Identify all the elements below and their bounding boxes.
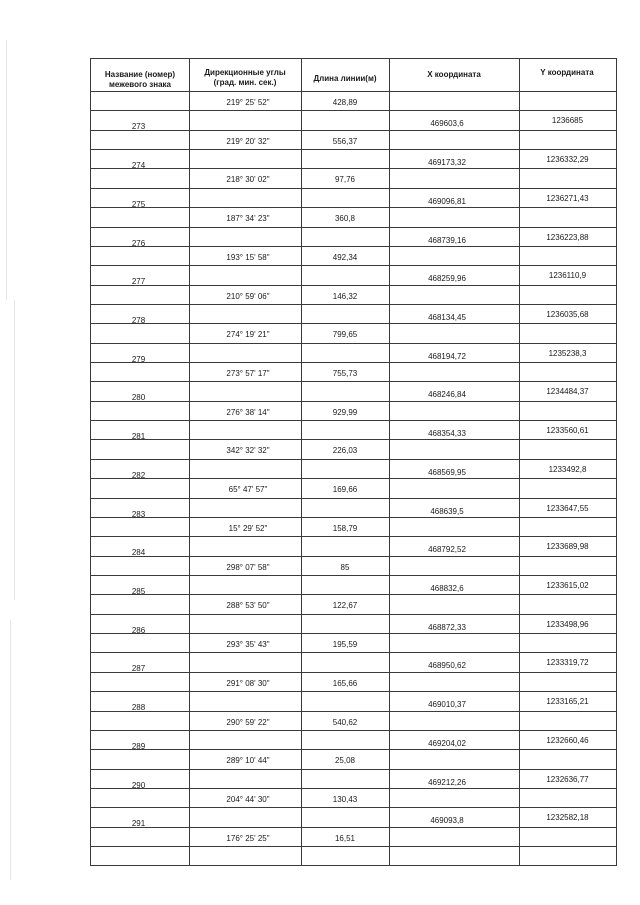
segment-angle: 15° 29' 52" <box>228 523 268 533</box>
header-angle-line-2: (град. мин. сек.) <box>213 78 277 87</box>
segment-length: 122,67 <box>332 601 358 611</box>
segment-angle: 276° 38' 14" <box>226 407 270 417</box>
segment-length: 169,66 <box>332 485 358 495</box>
column-border <box>519 58 520 865</box>
row-border <box>189 827 389 828</box>
row-border <box>189 730 389 731</box>
header-line-length: Длина линии(м) <box>313 74 377 83</box>
row-border <box>189 130 389 131</box>
row-border <box>389 420 617 421</box>
point-y-coordinate: 1233492,8 <box>548 464 587 474</box>
row-border <box>389 110 617 111</box>
row-border <box>189 304 389 305</box>
row-border <box>189 498 389 499</box>
row-border <box>189 594 389 595</box>
scan-artifact <box>10 620 11 880</box>
point-x-coordinate: 468739,16 <box>428 235 466 245</box>
row-border <box>189 343 389 344</box>
row-border <box>90 807 189 808</box>
row-border <box>90 91 617 92</box>
row-border <box>90 846 189 847</box>
segment-length: 556,37 <box>332 136 358 146</box>
point-y-coordinate: 1233689,98 <box>546 542 589 552</box>
row-border <box>189 207 389 208</box>
point-x-coordinate: 469212,26 <box>428 777 466 787</box>
point-x-coordinate: 469173,32 <box>428 158 466 168</box>
row-border <box>90 343 189 344</box>
point-name: 289 <box>131 741 146 751</box>
scan-artifact <box>14 300 15 600</box>
point-name: 288 <box>131 703 146 713</box>
segment-length: 165,66 <box>332 678 358 688</box>
segment-angle: 290° 59' 22" <box>226 717 270 727</box>
row-border <box>189 575 389 576</box>
segment-angle: 298° 07' 58" <box>226 562 270 572</box>
point-name: 283 <box>131 509 146 519</box>
row-border <box>389 285 617 286</box>
row-border <box>189 168 389 169</box>
row-border <box>189 846 389 847</box>
row-border <box>189 633 389 634</box>
row-border <box>189 865 389 866</box>
point-x-coordinate: 469093,8 <box>430 816 464 826</box>
segment-length: 195,59 <box>332 640 358 650</box>
segment-length: 16,51 <box>334 833 356 843</box>
point-name: 274 <box>131 161 146 171</box>
point-name: 284 <box>131 548 146 558</box>
row-border <box>90 149 189 150</box>
point-name: 287 <box>131 664 146 674</box>
row-border <box>90 58 617 59</box>
row-border <box>189 459 389 460</box>
row-border <box>189 381 389 382</box>
segment-angle: 288° 53' 50" <box>226 601 270 611</box>
segment-length: 158,79 <box>332 523 358 533</box>
row-border <box>389 865 617 866</box>
point-x-coordinate: 468134,45 <box>428 312 466 322</box>
point-y-coordinate: 1236223,88 <box>546 232 589 242</box>
row-border <box>189 691 389 692</box>
row-border <box>389 788 617 789</box>
row-border <box>389 130 617 131</box>
row-border <box>189 769 389 770</box>
point-name: 277 <box>131 277 146 287</box>
row-border <box>389 749 617 750</box>
segment-length: 428,89 <box>332 98 358 107</box>
row-border <box>389 691 617 692</box>
row-border <box>389 672 617 673</box>
segment-length: 540,62 <box>332 717 358 727</box>
row-border <box>389 381 617 382</box>
point-y-coordinate: 1235238,3 <box>548 348 587 358</box>
row-border <box>389 517 617 518</box>
segment-angle: 187° 34' 23" <box>226 214 270 224</box>
row-border <box>90 691 189 692</box>
row-border <box>389 498 617 499</box>
header-angle-line-1: Дирекционные углы <box>204 68 286 77</box>
row-border <box>189 517 389 518</box>
column-border <box>389 58 390 865</box>
row-border <box>389 459 617 460</box>
point-name: 275 <box>131 199 146 209</box>
segment-angle: 273° 57' 17" <box>226 369 270 379</box>
row-border <box>389 246 617 247</box>
point-y-coordinate: 1233319,72 <box>546 658 589 668</box>
point-y-coordinate: 1233647,55 <box>546 503 589 513</box>
row-border <box>389 594 617 595</box>
point-x-coordinate: 469204,02 <box>428 738 466 748</box>
row-border <box>189 188 389 189</box>
point-name: 290 <box>131 780 146 790</box>
row-border <box>189 788 389 789</box>
row-border <box>389 149 617 150</box>
point-name: 285 <box>131 587 146 596</box>
segment-length: 25,08 <box>334 756 356 766</box>
row-border <box>389 362 617 363</box>
segment-length: 130,43 <box>332 794 358 804</box>
segment-angle: 274° 19' 21" <box>226 330 270 340</box>
point-name: 286 <box>131 625 146 635</box>
row-border <box>389 207 617 208</box>
point-name: 291 <box>131 819 146 829</box>
row-border <box>389 614 617 615</box>
segment-length: 360,8 <box>334 214 356 224</box>
row-border <box>389 556 617 557</box>
segment-length: 85 <box>340 562 350 572</box>
point-x-coordinate: 469603,6 <box>430 119 464 129</box>
row-border <box>90 304 189 305</box>
point-name: 273 <box>131 122 146 132</box>
row-border <box>90 769 189 770</box>
point-x-coordinate: 468194,72 <box>428 351 466 361</box>
row-border <box>389 769 617 770</box>
row-border <box>189 227 389 228</box>
row-border <box>189 556 389 557</box>
row-border <box>189 536 389 537</box>
row-border <box>189 672 389 673</box>
row-border <box>389 730 617 731</box>
segment-angle: 65° 47' 57" <box>228 485 268 495</box>
header-direction-angle <box>190 68 300 88</box>
row-border <box>90 536 189 537</box>
segment-length: 226,03 <box>332 446 358 456</box>
row-border <box>389 188 617 189</box>
header-y-coordinate: Y координата <box>540 68 594 77</box>
row-border <box>189 285 389 286</box>
row-border <box>389 827 617 828</box>
point-y-coordinate: 1236685 <box>551 116 584 126</box>
row-border <box>389 323 617 324</box>
header-marker-name <box>92 70 188 90</box>
row-border <box>189 439 389 440</box>
point-x-coordinate: 469010,37 <box>428 700 466 710</box>
point-y-coordinate: 1233498,96 <box>546 619 589 629</box>
row-border <box>189 614 389 615</box>
segment-angle: 218° 30' 02" <box>226 175 270 185</box>
segment-angle: 210° 59' 06" <box>226 291 270 301</box>
row-border <box>189 652 389 653</box>
row-border <box>389 478 617 479</box>
row-border <box>90 459 189 460</box>
segment-angle: 219° 25' 52" <box>226 98 270 107</box>
scan-artifact <box>6 40 7 300</box>
point-y-coordinate: 1232582,18 <box>546 813 589 823</box>
row-border <box>189 323 389 324</box>
point-x-coordinate: 468872,33 <box>428 622 466 632</box>
row-border <box>189 362 389 363</box>
row-border <box>90 614 189 615</box>
point-name: 282 <box>131 470 146 480</box>
point-name: 281 <box>131 432 146 442</box>
row-border <box>389 652 617 653</box>
point-y-coordinate: 1236271,43 <box>546 193 589 203</box>
segment-length: 146,32 <box>332 291 358 301</box>
point-y-coordinate: 1232636,77 <box>546 774 589 784</box>
row-border <box>189 711 389 712</box>
row-border <box>189 807 389 808</box>
point-y-coordinate: 1233615,02 <box>546 581 589 590</box>
point-name: 278 <box>131 315 146 325</box>
header-marker-line-1: Название (номер) <box>104 70 176 79</box>
row-border <box>389 575 617 576</box>
row-border <box>90 730 189 731</box>
point-x-coordinate: 468832,6 <box>430 584 464 593</box>
row-border <box>90 575 189 576</box>
row-border <box>389 401 617 402</box>
row-border <box>389 807 617 808</box>
point-y-coordinate: 1236332,29 <box>546 155 589 165</box>
point-name: 280 <box>131 393 146 403</box>
row-border <box>389 439 617 440</box>
row-border <box>389 343 617 344</box>
point-y-coordinate: 1233165,21 <box>546 697 589 707</box>
row-border <box>389 711 617 712</box>
row-border <box>189 749 389 750</box>
row-border <box>90 865 189 866</box>
point-y-coordinate: 1236035,68 <box>546 309 589 319</box>
row-border <box>189 420 389 421</box>
row-border <box>189 265 389 266</box>
column-border <box>90 58 91 865</box>
row-border <box>389 265 617 266</box>
header-marker-line-2: межевого знака <box>108 80 172 89</box>
segment-angle: 176° 25' 25" <box>226 833 270 843</box>
point-x-coordinate: 468569,95 <box>428 467 466 477</box>
segment-angle: 219° 20' 32" <box>226 136 270 146</box>
point-x-coordinate: 468354,33 <box>428 429 466 439</box>
row-border <box>90 381 189 382</box>
row-border <box>90 227 189 228</box>
row-border <box>389 168 617 169</box>
segment-angle: 193° 15' 58" <box>226 252 270 262</box>
segment-angle: 293° 35' 43" <box>226 640 270 650</box>
row-border <box>189 401 389 402</box>
point-x-coordinate: 468639,5 <box>430 506 464 516</box>
segment-angle: 291° 08' 30" <box>226 678 270 688</box>
row-border <box>389 846 617 847</box>
row-border <box>189 149 389 150</box>
row-border <box>189 246 389 247</box>
segment-angle: 342° 32' 32" <box>226 446 270 456</box>
point-x-coordinate: 468950,62 <box>428 661 466 671</box>
point-name: 279 <box>131 354 146 364</box>
column-border <box>301 58 302 865</box>
segment-length: 97,76 <box>334 175 356 185</box>
row-border <box>90 420 189 421</box>
row-border <box>90 110 189 111</box>
segment-length: 799,65 <box>332 330 358 340</box>
segment-length: 755,73 <box>332 369 358 379</box>
row-border <box>90 188 189 189</box>
row-border <box>90 265 189 266</box>
point-y-coordinate: 1232660,46 <box>546 735 589 745</box>
point-y-coordinate: 1236110,9 <box>548 271 587 281</box>
row-border <box>90 498 189 499</box>
point-x-coordinate: 468259,96 <box>428 274 466 284</box>
row-border <box>189 478 389 479</box>
row-border <box>189 110 389 111</box>
column-border <box>616 58 617 865</box>
point-x-coordinate: 468792,52 <box>428 545 466 555</box>
row-border <box>389 633 617 634</box>
segment-angle: 289° 10' 44" <box>226 756 270 766</box>
point-x-coordinate: 468246,84 <box>428 390 466 400</box>
segment-length: 492,34 <box>332 252 358 262</box>
header-x-coordinate: X координата <box>427 70 481 79</box>
row-border <box>389 304 617 305</box>
column-border <box>189 58 190 865</box>
point-x-coordinate: 469096,81 <box>428 196 466 206</box>
point-y-coordinate: 1233560,61 <box>546 426 589 436</box>
segment-length: 929,99 <box>332 407 358 417</box>
row-border <box>90 652 189 653</box>
point-y-coordinate: 1234484,37 <box>546 387 589 397</box>
row-border <box>389 536 617 537</box>
row-border <box>389 227 617 228</box>
point-name: 276 <box>131 238 146 248</box>
segment-angle: 204° 44' 30" <box>226 794 270 804</box>
